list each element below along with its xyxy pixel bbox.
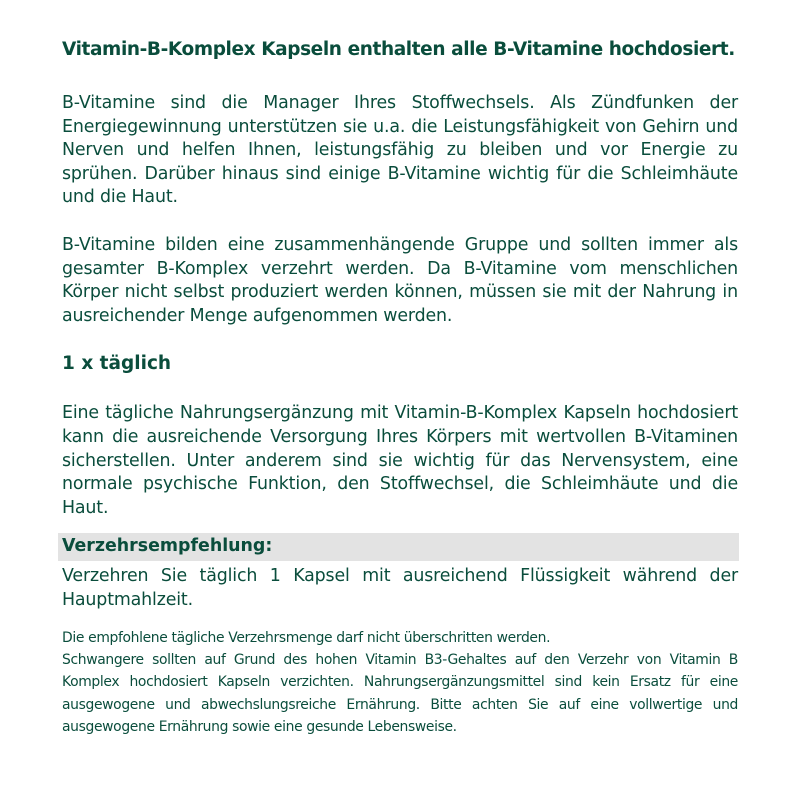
- paragraph-metabolism: B-Vitamine sind die Manager Ihres Stoffwechsels. Als Zündfunken der Energiegewinnung unterstützen sie u.a. die Leistungsfähigkeit von Gehirn und Nerven und helfen Ihnen, leistungsfähig zu bleiben und vor Energie zu sprühen. Darüber hinaus sind einige B-Vitamine wichtig für die Schleimhäute und die Haut.: [62, 93, 738, 208]
- recommendation-heading-bar: [58, 533, 739, 561]
- note-daily-limit: Die empfohlene tägliche Verzehrsmenge darf nicht überschritten werden.: [62, 629, 551, 646]
- recommendation-text: Verzehren Sie täglich 1 Kapsel mit ausreichend Flüssigkeit während der Hauptmahlzeit.: [62, 566, 738, 610]
- recommendation-heading: Verzehrsempfehlung:: [62, 536, 273, 557]
- paragraph-b-complex: B-Vitamine bilden eine zusammenhängende Gruppe und sollten immer als gesamter B-Komplex verzehrt werden. Da B-Vitamine vom menschlichen Körper nicht selbst produziert werden können, müssen sie mit der Nahrung in ausreichender Menge aufgenommen werden.: [62, 234, 738, 326]
- notes: [62, 627, 738, 739]
- note-pregnancy: Schwangere sollten auf Grund des hohen Vitamin B3-Gehaltes auf den Verzehr von Vitamin B Komplex hochdosiert Kapseln verzichten. Nahrungsergänzungsmittel sind kein Ersatz für eine ausgewogene und abwechslungsreiche Ernährung. Bitte achten Sie auf eine vollwertige und ausgewogene Ernährung sowie eine gesunde Lebensweise.: [62, 651, 738, 736]
- headline: Vitamin-B-Komplex Kapseln enthalten alle B-Vitamine hochdosiert.: [62, 39, 735, 60]
- product-description: [62, 38, 738, 739]
- paragraph-supplement: Eine tägliche Nahrungsergänzung mit Vitamin-B-Komplex Kapseln hochdosiert kann die ausreichende Versorgung Ihres Körpers mit wertvollen B-Vitaminen sicherstellen. Unter anderem sind sie wichtig für das Nervensystem, eine normale psychische Funktion, den Stoffwechsel, die Schleimhäute und die Haut.: [62, 403, 738, 518]
- dosage-heading: 1 x täglich: [62, 353, 172, 375]
